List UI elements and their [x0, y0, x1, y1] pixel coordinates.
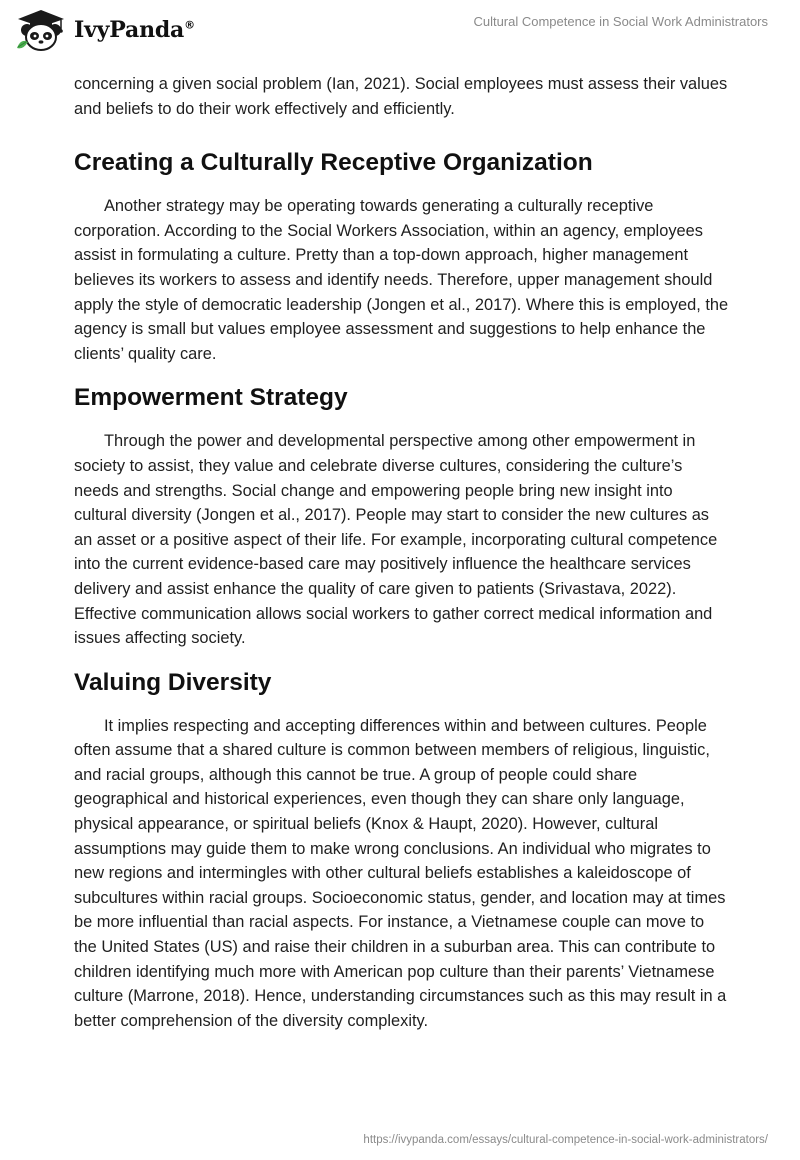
heading-culturally-receptive-organization: Creating a Culturally Receptive Organization [74, 149, 593, 177]
paragraph-valuing-diversity: It implies respecting and accepting differences within and between cultures. People often assume that a shared culture is common between members of religious, linguistic, and racial groups, although this cannot be true. A group of people could share geographical and historical experiences, even though they can share only language, physical appearance, or spiritual beliefs (Knox & Haupt, 2020). However, cultural assumptions may guide them to make wrong conclusions. An individual who migrates to new regions and intermingles with other cultural beliefs establishes a kaleidoscope of subcultures within racial groups. Socioeconomic status, gender, and location may at times be more influential than racial aspects. For instance, a Vietnamese couple can move to the United States (US) and raise their children in a suburban area. This can contribute to children identifying much more with American pop culture than their parents’ Vietnamese culture (Marrone, 2018). Hence, understanding circumstances such as this may result in a better comprehension of the diversity complexity. [74, 716, 727, 1030]
paragraph-empowerment-strategy: Through the power and developmental perspective among other empowerment in society to assist, they value and celebrate diverse cultures, considering the culture’s needs and strengths. Social change and empowering people bring new insight into cultural diversity (Jongen et al., 2017). People may start to consider the new cultures as an asset or a positive aspect of their life. For example, incorporating cultural competence into the current evidence-based care may positively influence the healthcare services delivery and assist enhance the quality of care given to patients (Srivastava, 2022). Effective communication allows social workers to gather correct medical information and issues affecting society. [74, 432, 718, 648]
paragraph-culturally-receptive-organization: Another strategy may be operating towards generating a culturally receptive corporation. According to the Social Workers Association, within an agency, employees assist in formulating a culture. Pretty than a top-down approach, higher management believes its workers to assess and identify needs. Therefore, upper management should apply the style of democratic leadership (Jongen et al., 2017). Where this is employed, the agency is small but values employee assessment and suggestions to help enhance the clients’ quality care. [74, 197, 729, 363]
essay-body [74, 72, 730, 1033]
heading-valuing-diversity: Valuing Diversity [74, 668, 272, 696]
registered-mark: ® [184, 18, 195, 32]
ivypanda-logo[interactable] [14, 8, 195, 52]
document-title: Cultural Competence in Social Work Administrators [473, 14, 768, 29]
logo-wordmark: IvyPanda® [74, 17, 195, 43]
source-url[interactable]: https://ivypanda.com/essays/cultural-competence-in-social-work-administrators/ [363, 1134, 768, 1146]
heading-empowerment-strategy: Empowerment Strategy [74, 384, 348, 412]
intro-paragraph: concerning a given social problem (Ian, 2021). Social employees must assess their values and beliefs to do their work effectively and efficiently. [74, 75, 728, 118]
panda-graduate-icon [14, 8, 68, 52]
page-header [0, 0, 800, 62]
